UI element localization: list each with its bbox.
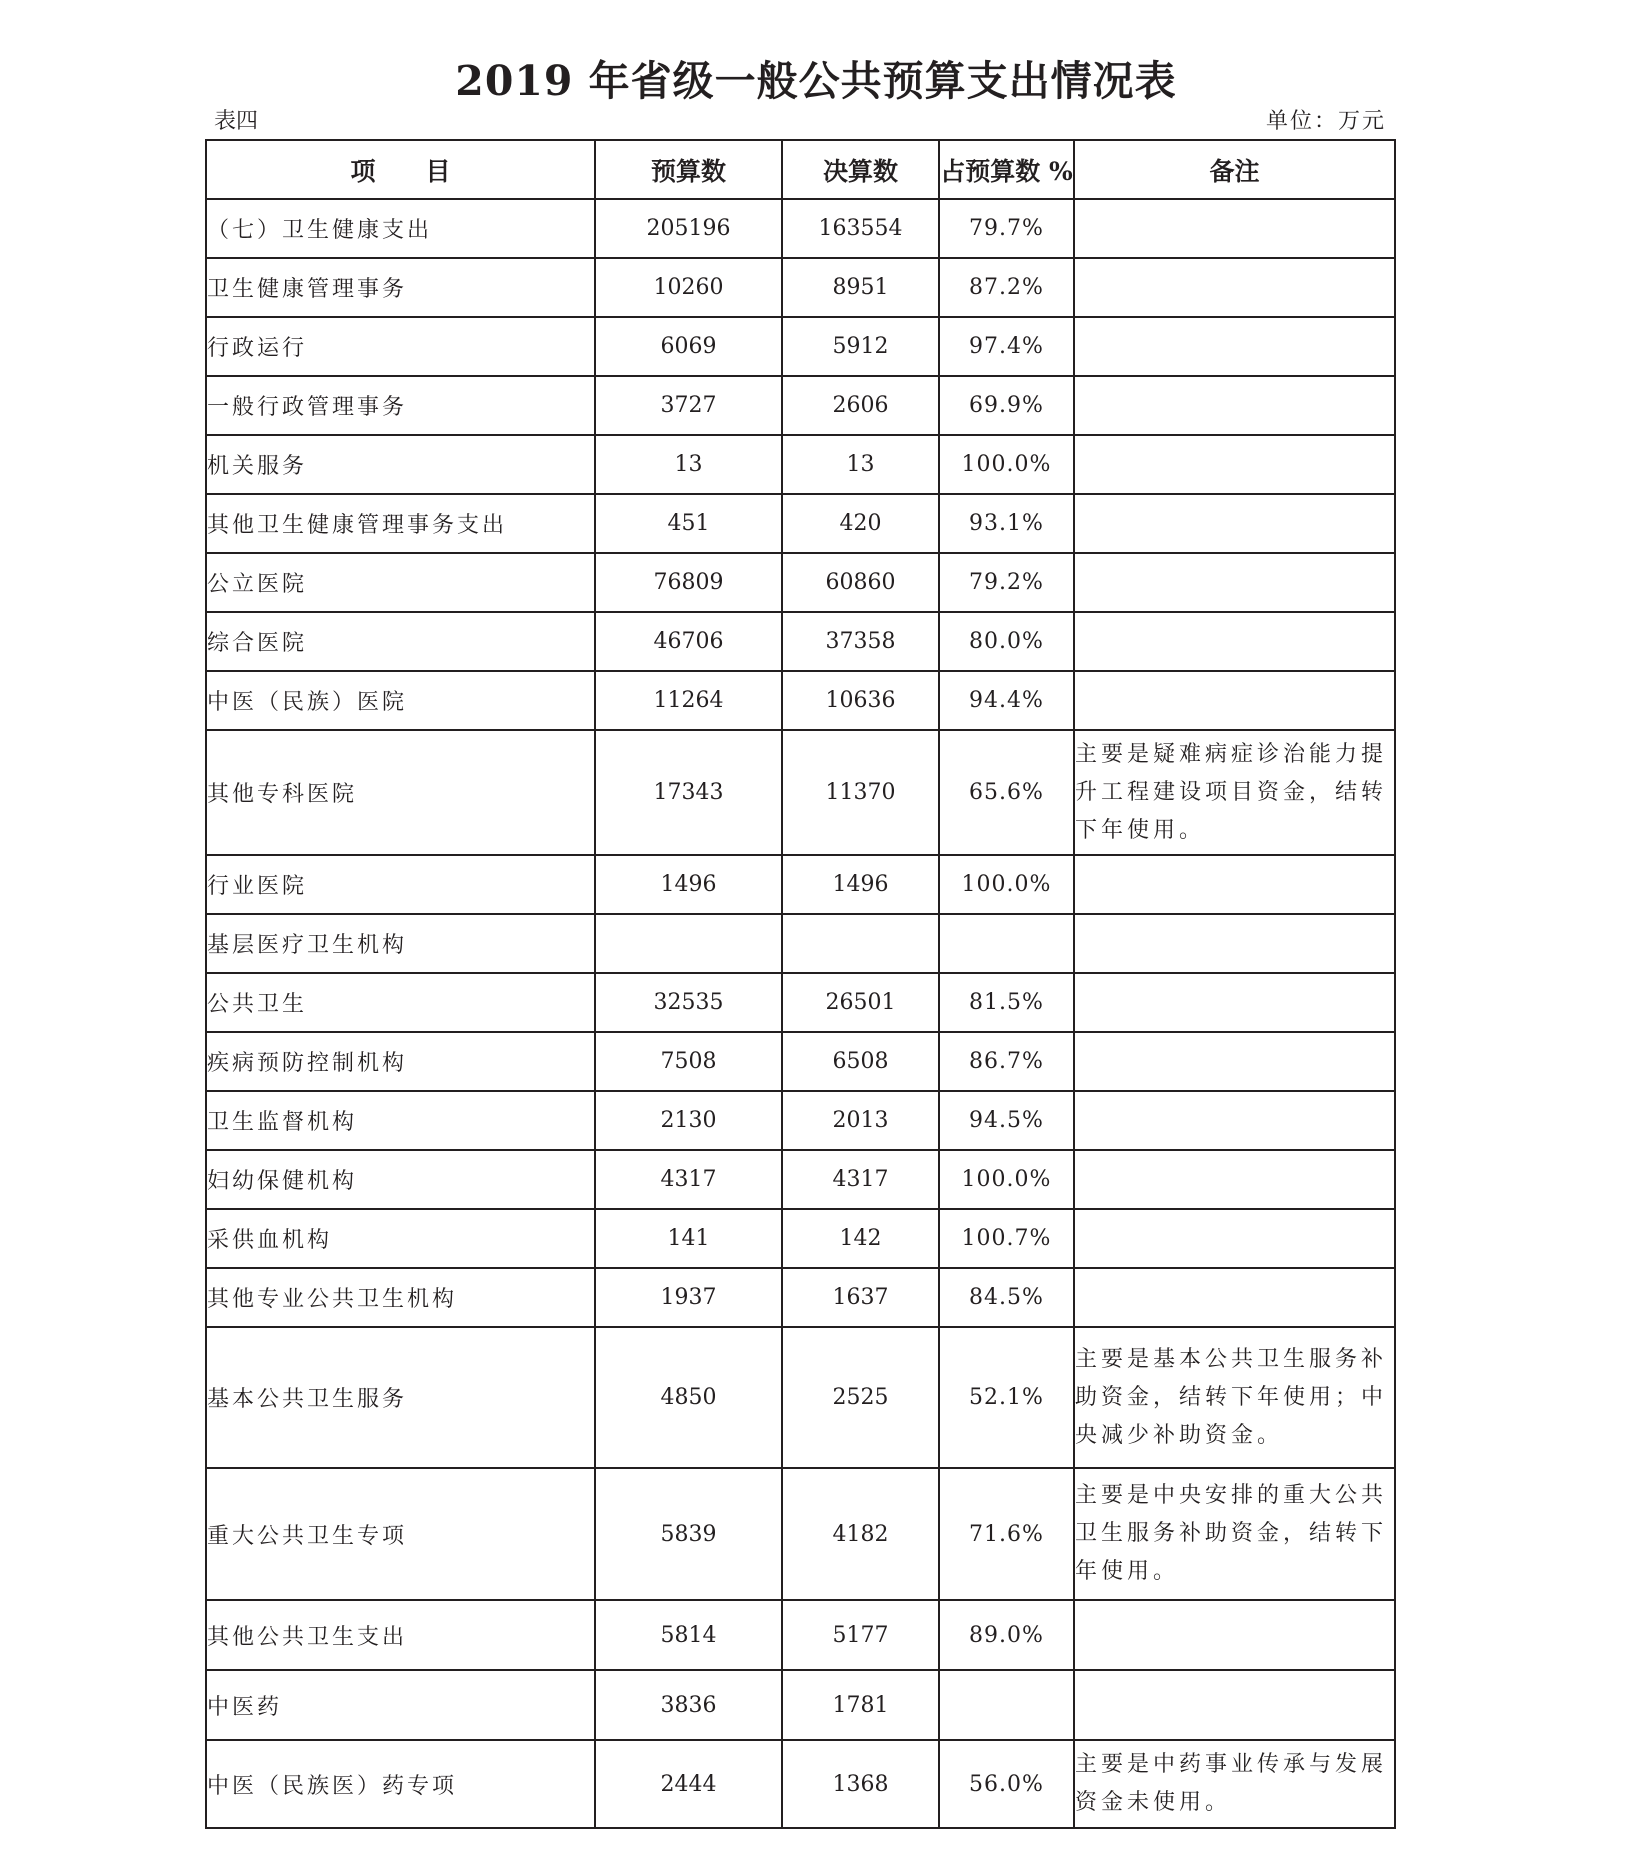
budget-cell: 2130 <box>595 1091 782 1150</box>
pct-cell: 80.0% <box>939 612 1074 671</box>
table-row <box>206 1209 1395 1268</box>
table-row <box>206 258 1395 317</box>
budget-cell: 4317 <box>595 1150 782 1209</box>
pct-cell: 100.7% <box>939 1209 1074 1268</box>
header-final: 决算数 <box>782 140 939 199</box>
final-cell: 4317 <box>782 1150 939 1209</box>
budget-cell: 141 <box>595 1209 782 1268</box>
item-cell: 行业医院 <box>206 855 595 914</box>
table-row <box>206 494 1395 553</box>
budget-cell: 4850 <box>595 1327 782 1468</box>
pct-cell: 65.6% <box>939 730 1074 855</box>
table-row <box>206 1091 1395 1150</box>
final-cell: 5912 <box>782 317 939 376</box>
pct-cell: 56.0% <box>939 1740 1074 1828</box>
pct-cell: 100.0% <box>939 855 1074 914</box>
budget-cell: 17343 <box>595 730 782 855</box>
final-cell: 6508 <box>782 1032 939 1091</box>
table-row <box>206 1740 1395 1828</box>
table-row <box>206 1150 1395 1209</box>
note-cell <box>1074 1032 1395 1091</box>
budget-cell: 3727 <box>595 376 782 435</box>
table-row <box>206 1032 1395 1091</box>
table-row <box>206 435 1395 494</box>
table-row <box>206 1268 1395 1327</box>
header-budget: 预算数 <box>595 140 782 199</box>
final-cell: 1496 <box>782 855 939 914</box>
item-cell: 其他公共卫生支出 <box>206 1600 595 1670</box>
budget-cell: 1937 <box>595 1268 782 1327</box>
item-cell: 公立医院 <box>206 553 595 612</box>
note-cell: 主要是中药事业传承与发展资金未使用。 <box>1074 1740 1395 1828</box>
table-row <box>206 199 1395 258</box>
budget-cell: 32535 <box>595 973 782 1032</box>
item-cell: 疾病预防控制机构 <box>206 1032 595 1091</box>
item-cell: 卫生健康管理事务 <box>206 258 595 317</box>
table-header-row <box>206 140 1395 199</box>
budget-cell: 5839 <box>595 1468 782 1600</box>
budget-table <box>205 139 1396 1829</box>
pct-cell: 79.2% <box>939 553 1074 612</box>
budget-cell: 76809 <box>595 553 782 612</box>
final-cell: 1368 <box>782 1740 939 1828</box>
final-cell: 26501 <box>782 973 939 1032</box>
note-cell: 主要是中央安排的重大公共卫生服务补助资金，结转下年使用。 <box>1074 1468 1395 1600</box>
header-pct: 占预算数 % <box>939 140 1074 199</box>
header-note: 备注 <box>1074 140 1395 199</box>
budget-cell: 6069 <box>595 317 782 376</box>
pct-cell: 79.7% <box>939 199 1074 258</box>
unit-label: 单位：万元 <box>1265 109 1386 134</box>
item-cell: 其他专业公共卫生机构 <box>206 1268 595 1327</box>
table-row <box>206 1600 1395 1670</box>
item-cell: 其他专科医院 <box>206 730 595 855</box>
note-cell <box>1074 199 1395 258</box>
final-cell <box>782 914 939 973</box>
note-cell <box>1074 317 1395 376</box>
budget-cell: 2444 <box>595 1740 782 1828</box>
final-cell: 420 <box>782 494 939 553</box>
table-row <box>206 855 1395 914</box>
table-label: 表四 <box>214 109 259 134</box>
final-cell: 2606 <box>782 376 939 435</box>
pct-cell: 97.4% <box>939 317 1074 376</box>
table-row <box>206 317 1395 376</box>
note-cell <box>1074 973 1395 1032</box>
pct-cell: 100.0% <box>939 1150 1074 1209</box>
final-cell: 37358 <box>782 612 939 671</box>
final-cell: 1781 <box>782 1670 939 1740</box>
pct-cell: 86.7% <box>939 1032 1074 1091</box>
note-cell: 主要是基本公共卫生服务补助资金，结转下年使用；中央减少补助资金。 <box>1074 1327 1395 1468</box>
note-cell <box>1074 612 1395 671</box>
pct-cell: 94.5% <box>939 1091 1074 1150</box>
table-row <box>206 1468 1395 1600</box>
note-cell <box>1074 914 1395 973</box>
table-row <box>206 1670 1395 1740</box>
pct-cell: 89.0% <box>939 1600 1074 1670</box>
pct-cell: 52.1% <box>939 1327 1074 1468</box>
budget-cell: 5814 <box>595 1600 782 1670</box>
table-row <box>206 914 1395 973</box>
note-cell <box>1074 1150 1395 1209</box>
note-cell <box>1074 1209 1395 1268</box>
budget-cell: 205196 <box>595 199 782 258</box>
final-cell: 2525 <box>782 1327 939 1468</box>
final-cell: 5177 <box>782 1600 939 1670</box>
table-row <box>206 973 1395 1032</box>
pct-cell <box>939 1670 1074 1740</box>
final-cell: 10636 <box>782 671 939 730</box>
budget-cell: 10260 <box>595 258 782 317</box>
final-cell: 2013 <box>782 1091 939 1150</box>
note-cell <box>1074 494 1395 553</box>
item-cell: 基本公共卫生服务 <box>206 1327 595 1468</box>
table-row <box>206 1327 1395 1468</box>
table-row <box>206 612 1395 671</box>
item-cell: 基层医疗卫生机构 <box>206 914 595 973</box>
budget-cell: 46706 <box>595 612 782 671</box>
item-cell: 中医（民族）医院 <box>206 671 595 730</box>
table-row <box>206 553 1395 612</box>
final-cell: 8951 <box>782 258 939 317</box>
item-cell: 其他卫生健康管理事务支出 <box>206 494 595 553</box>
item-cell: 重大公共卫生专项 <box>206 1468 595 1600</box>
pct-cell: 81.5% <box>939 973 1074 1032</box>
note-cell <box>1074 258 1395 317</box>
note-cell <box>1074 1268 1395 1327</box>
pct-cell: 94.4% <box>939 671 1074 730</box>
header-item: 项 目 <box>206 140 595 199</box>
final-cell: 142 <box>782 1209 939 1268</box>
budget-cell: 3836 <box>595 1670 782 1740</box>
pct-cell: 71.6% <box>939 1468 1074 1600</box>
pct-cell: 84.5% <box>939 1268 1074 1327</box>
note-cell: 主要是疑难病症诊治能力提升工程建设项目资金，结转下年使用。 <box>1074 730 1395 855</box>
note-cell <box>1074 1670 1395 1740</box>
note-cell <box>1074 671 1395 730</box>
table-row <box>206 671 1395 730</box>
budget-cell: 451 <box>595 494 782 553</box>
pct-cell: 93.1% <box>939 494 1074 553</box>
budget-cell <box>595 914 782 973</box>
budget-cell: 11264 <box>595 671 782 730</box>
pct-cell: 87.2% <box>939 258 1074 317</box>
budget-cell: 13 <box>595 435 782 494</box>
item-cell: 卫生监督机构 <box>206 1091 595 1150</box>
note-cell <box>1074 1091 1395 1150</box>
note-cell <box>1074 376 1395 435</box>
note-cell <box>1074 435 1395 494</box>
item-cell: 中医药 <box>206 1670 595 1740</box>
note-cell <box>1074 1600 1395 1670</box>
final-cell: 4182 <box>782 1468 939 1600</box>
item-cell: （七）卫生健康支出 <box>206 199 595 258</box>
item-cell: 行政运行 <box>206 317 595 376</box>
item-cell: 采供血机构 <box>206 1209 595 1268</box>
pct-cell <box>939 914 1074 973</box>
item-cell: 综合医院 <box>206 612 595 671</box>
pct-cell: 100.0% <box>939 435 1074 494</box>
page-title: 2019 年省级一般公共预算支出情况表 <box>455 57 1177 105</box>
item-cell: 公共卫生 <box>206 973 595 1032</box>
table-row <box>206 730 1395 855</box>
final-cell: 13 <box>782 435 939 494</box>
table-row <box>206 376 1395 435</box>
budget-cell: 7508 <box>595 1032 782 1091</box>
item-cell: 机关服务 <box>206 435 595 494</box>
note-cell <box>1074 855 1395 914</box>
final-cell: 11370 <box>782 730 939 855</box>
item-cell: 中医（民族医）药专项 <box>206 1740 595 1828</box>
note-cell <box>1074 553 1395 612</box>
budget-cell: 1496 <box>595 855 782 914</box>
item-cell: 妇幼保健机构 <box>206 1150 595 1209</box>
final-cell: 163554 <box>782 199 939 258</box>
final-cell: 1637 <box>782 1268 939 1327</box>
pct-cell: 69.9% <box>939 376 1074 435</box>
final-cell: 60860 <box>782 553 939 612</box>
item-cell: 一般行政管理事务 <box>206 376 595 435</box>
